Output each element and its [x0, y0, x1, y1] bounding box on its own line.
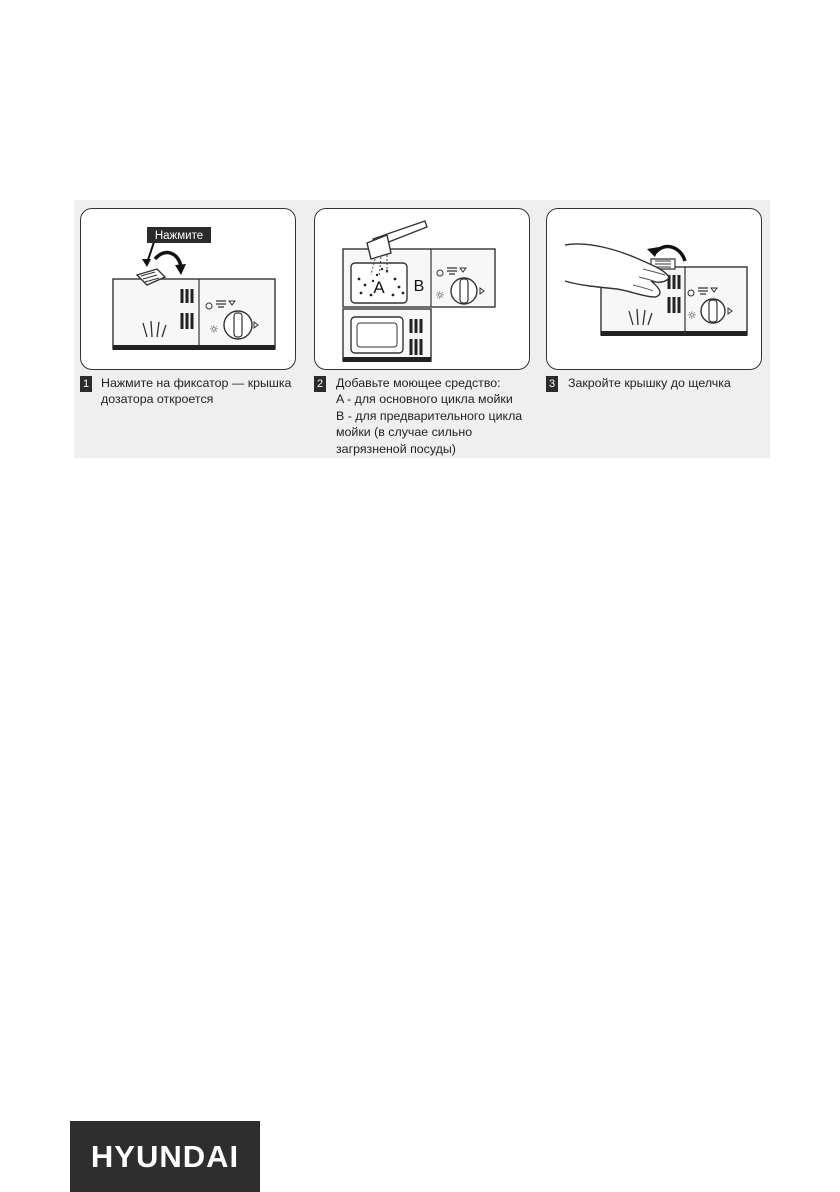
- step-2-line: B - для предварительного цикла: [336, 408, 523, 423]
- step-2-line: мойки (в случае сильно: [336, 425, 473, 440]
- step-3-number: 3: [546, 376, 558, 392]
- step-2-number: 2: [314, 376, 326, 392]
- step-2-line: загрязненой посуды): [336, 441, 456, 456]
- step-3-line: Закройте крышку до щелчка: [568, 376, 731, 390]
- step-2-line: Добавьте моющее средство:: [336, 376, 501, 390]
- press-callout-label: Нажмите: [154, 230, 204, 242]
- dispenser-close-lid-drawing: [547, 209, 761, 369]
- step-2-text: [336, 375, 522, 457]
- compartment-b-label: B: [413, 278, 425, 295]
- step-3-text: [568, 375, 731, 391]
- step-1-illustration: [80, 208, 296, 370]
- step-1-text: [101, 375, 291, 408]
- hyundai-logo: [70, 1121, 260, 1192]
- dispenser-press-latch-drawing: [81, 209, 295, 369]
- step-3-illustration: [546, 208, 762, 370]
- svg-text:☼: ☼: [209, 323, 219, 336]
- instruction-steps-panel: [74, 200, 770, 458]
- step-2-line: A - для основного цикла мойки: [336, 392, 513, 407]
- svg-text:☼: ☼: [435, 289, 445, 302]
- logo-text: HYUNDAI: [90, 1138, 240, 1174]
- dispenser-add-detergent-drawing: [315, 209, 529, 369]
- step-1-line: Нажмите на фиксатор — крышка: [101, 376, 292, 390]
- compartment-a-label: A: [373, 278, 385, 297]
- step-1-line: дозатора откроется: [101, 392, 214, 407]
- svg-text:☼: ☼: [687, 309, 697, 322]
- step-2-illustration: [314, 208, 530, 370]
- step-1-number: 1: [80, 376, 92, 392]
